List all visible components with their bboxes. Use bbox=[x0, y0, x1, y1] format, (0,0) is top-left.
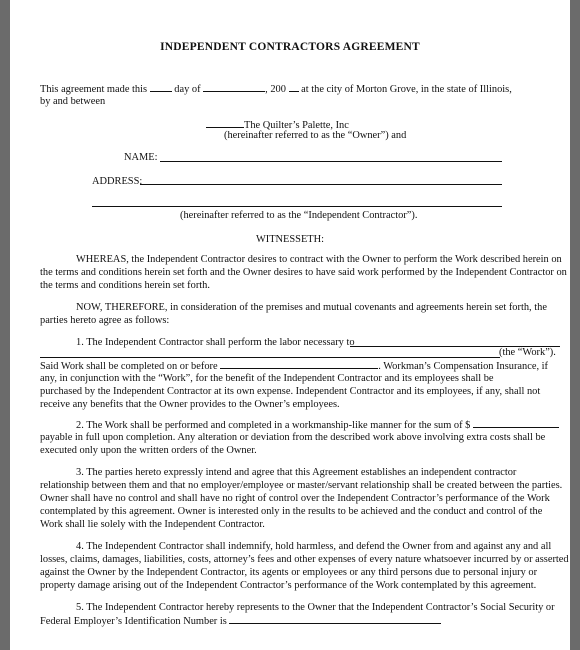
contractor-ref: (hereinafter referred to as the “Independent Contractor”). bbox=[180, 210, 418, 221]
section-4-line-2: losses, claims, damages, liabilities, costs, attorney’s fees and other expenses of every nature whatsoever incurred by or asserted bbox=[40, 554, 569, 565]
address-field-2[interactable] bbox=[92, 206, 502, 207]
intro-text-3: , 200 bbox=[265, 84, 286, 95]
section-4-line-4: property damage arising out of the Independent Contractor’s performance of the Work contemplated by this agreement. bbox=[40, 580, 537, 591]
document-page bbox=[10, 0, 570, 650]
section-3-line-3: Owner shall have no control and shall have no right of control over the Independent Contractor’s performance of the Work bbox=[40, 493, 550, 504]
now-line-2: parties hereto agree as follows: bbox=[40, 315, 170, 326]
owner-ref: (hereinafter referred to as the “Owner”) and bbox=[224, 130, 407, 141]
intro-text-4: at the city of Morton Grove, in the state of Illinois, bbox=[301, 84, 512, 95]
intro-text-1: This agreement made this bbox=[40, 84, 148, 95]
section-4-line-3: against the Owner by the Independent Contractor, its agents or employees or any third persons due to personal injury or bbox=[40, 567, 538, 578]
section-1-line-5: receive any benefits that the Owner provides to the Owner’s employees. bbox=[40, 399, 340, 410]
section-1-line-4: purchased by the Independent Contractor at its own expense. Independent Contractor and its employees, if any, shall not bbox=[40, 386, 541, 397]
address-field-1[interactable] bbox=[140, 184, 502, 185]
section-3-line-1: 3. The parties hereto expressly intend and agree that this Agreement establishes an independent contractor bbox=[76, 467, 517, 478]
section-3-line-2: relationship between them and that no employer/employee or master/servant relationship shall be created between the parties. bbox=[40, 480, 563, 491]
sum-field[interactable] bbox=[473, 418, 559, 428]
day-blank[interactable] bbox=[150, 82, 172, 92]
ssn-text: Federal Employer’s Identification Number is bbox=[40, 616, 227, 627]
now-line-1: NOW, THEREFORE, in consideration of the premises and mutual covenants and agreements herein set forth, the bbox=[76, 302, 547, 313]
month-blank[interactable] bbox=[203, 82, 265, 92]
section-3-line-4: contemplated by this agreement. Owner is interested only in the results to be achieved and the conduct and control of the bbox=[40, 506, 543, 517]
name-field[interactable] bbox=[160, 161, 502, 162]
address-label: ADDRESS: bbox=[92, 176, 143, 187]
owner-blank[interactable] bbox=[206, 118, 244, 128]
section-2-line-3: executed only upon the written orders of the Owner. bbox=[40, 445, 257, 456]
section-2-line-2: payable in full upon completion. Any alteration or deviation from the described work above involving extra costs shall be bbox=[40, 432, 546, 443]
section-1-line-3: any, in conjunction with the “Work”, for the benefit of the Independent Contractor and its employees shall be bbox=[40, 373, 494, 384]
work-field-2[interactable] bbox=[40, 357, 500, 358]
section-5-line-2 bbox=[40, 614, 441, 628]
year-blank[interactable] bbox=[289, 82, 299, 92]
section-1-line-1: 1. The Independent Contractor shall perform the labor necessary to bbox=[76, 337, 355, 348]
ssn-field[interactable] bbox=[229, 614, 441, 624]
section-3-line-5: Work shall lie solely with the Independent Contractor. bbox=[40, 519, 265, 530]
completion-date-field[interactable] bbox=[220, 359, 378, 369]
section-5-line-1: 5. The Independent Contractor hereby represents to the Owner that the Independent Contractor’s Social Security or bbox=[76, 602, 555, 613]
owner-name: The Quilter’s Palette, Inc bbox=[244, 120, 349, 131]
intro-line bbox=[40, 82, 512, 96]
section-4-line-1: 4. The Independent Contractor shall indemnify, hold harmless, and defend the Owner from and against any and all bbox=[76, 541, 552, 552]
workmans-comp-text: . Workman’s Compensation Insurance, if bbox=[378, 361, 549, 372]
whereas-line-2: the terms and conditions herein set forth and the Owner desires to have said work performed by the Independent Contractor on bbox=[40, 267, 567, 278]
sum-text: 2. The Work shall be performed and completed in a workmanship-like manner for the sum of $ bbox=[76, 420, 471, 431]
intro-line-2: by and between bbox=[40, 96, 106, 107]
intro-text-2: day of bbox=[174, 84, 201, 95]
witnesseth-heading: WITNESSETH: bbox=[255, 234, 325, 245]
name-label: NAME: bbox=[124, 152, 158, 163]
completion-text: Said Work shall be completed on or before bbox=[40, 361, 218, 372]
whereas-line-1: WHEREAS, the Independent Contractor desires to contract with the Owner to perform the Work described herein on bbox=[76, 254, 562, 265]
whereas-line-3: the terms and conditions herein set forth. bbox=[40, 280, 210, 291]
the-work-label: (the “Work”). bbox=[499, 347, 556, 358]
document-title: INDEPENDENT CONTRACTORS AGREEMENT bbox=[160, 41, 420, 53]
